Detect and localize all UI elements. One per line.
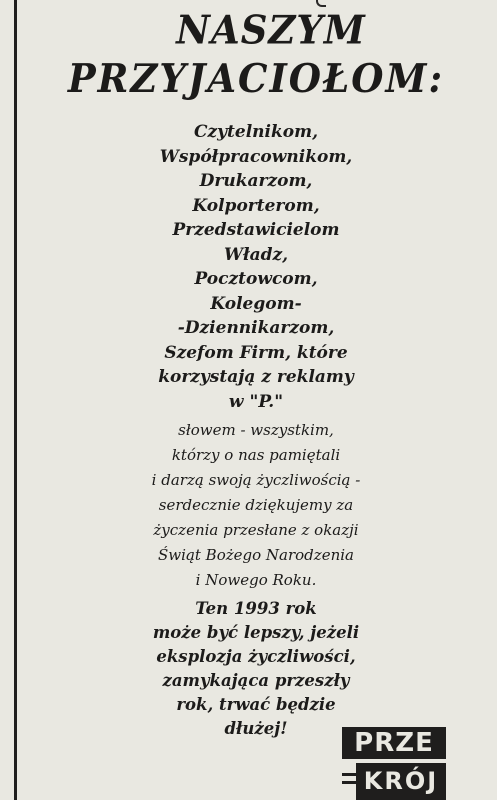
recipient-line: Drukarzom, (199, 171, 313, 191)
thanks-line: Świąt Bożego Narodzenia (158, 546, 354, 564)
closing-line: może być lepszy, jeżeli (152, 623, 360, 642)
recipient-line: Pocztowcom, (194, 269, 318, 289)
thanks-line: słowem - wszystkim, (178, 421, 334, 439)
closing-line: zamykająca przeszły (162, 671, 350, 690)
recipient-line: Czytelnikom, (193, 122, 319, 142)
thanks-line: serdecznie dziękujemy za (158, 496, 354, 514)
recipient-line: Kolegom- (210, 293, 302, 314)
announcement (20, 8, 492, 741)
closing-line: dłużej! (224, 719, 288, 738)
recipients-list (20, 120, 492, 414)
column-rule (14, 0, 17, 800)
logo-bottom-text: KRÓJ (356, 763, 446, 800)
recipient-line: -Dziennikarzom, (177, 318, 335, 338)
recipient-line: Przedstawicielom (172, 220, 340, 240)
recipient-line: korzystają z reklamy (158, 367, 354, 387)
recipient-line: Władz, (223, 244, 289, 265)
recipient-line: Szefom Firm, które (164, 342, 348, 363)
przekroj-logo (342, 727, 446, 800)
closing-line: eksplozja życzliwości, (156, 647, 356, 666)
logo-top-text: PRZE (342, 727, 446, 759)
thanks-line: życzenia przesłane z okazji (153, 521, 359, 539)
thanks-line: i Nowego Roku. (195, 571, 317, 589)
closing-line: Ten 1993 rok (195, 599, 317, 618)
thanks-line: którzy o nas pamiętali (171, 446, 341, 464)
headline (20, 6, 492, 103)
recipient-line: Kolporterom, (192, 195, 320, 216)
recipient-line: w "P." (228, 391, 284, 412)
closing-line: rok, trwać będzie (176, 695, 336, 714)
thanks-paragraph (20, 418, 492, 593)
thanks-line: i darzą swoją życzliwością - (151, 471, 361, 489)
recipient-line: Współpracownikom, (159, 146, 353, 167)
headline-line-2: PRZYJACIOŁOM: (67, 55, 445, 102)
closing-paragraph (20, 597, 492, 741)
headline-line-1: NASZYM (176, 6, 366, 53)
